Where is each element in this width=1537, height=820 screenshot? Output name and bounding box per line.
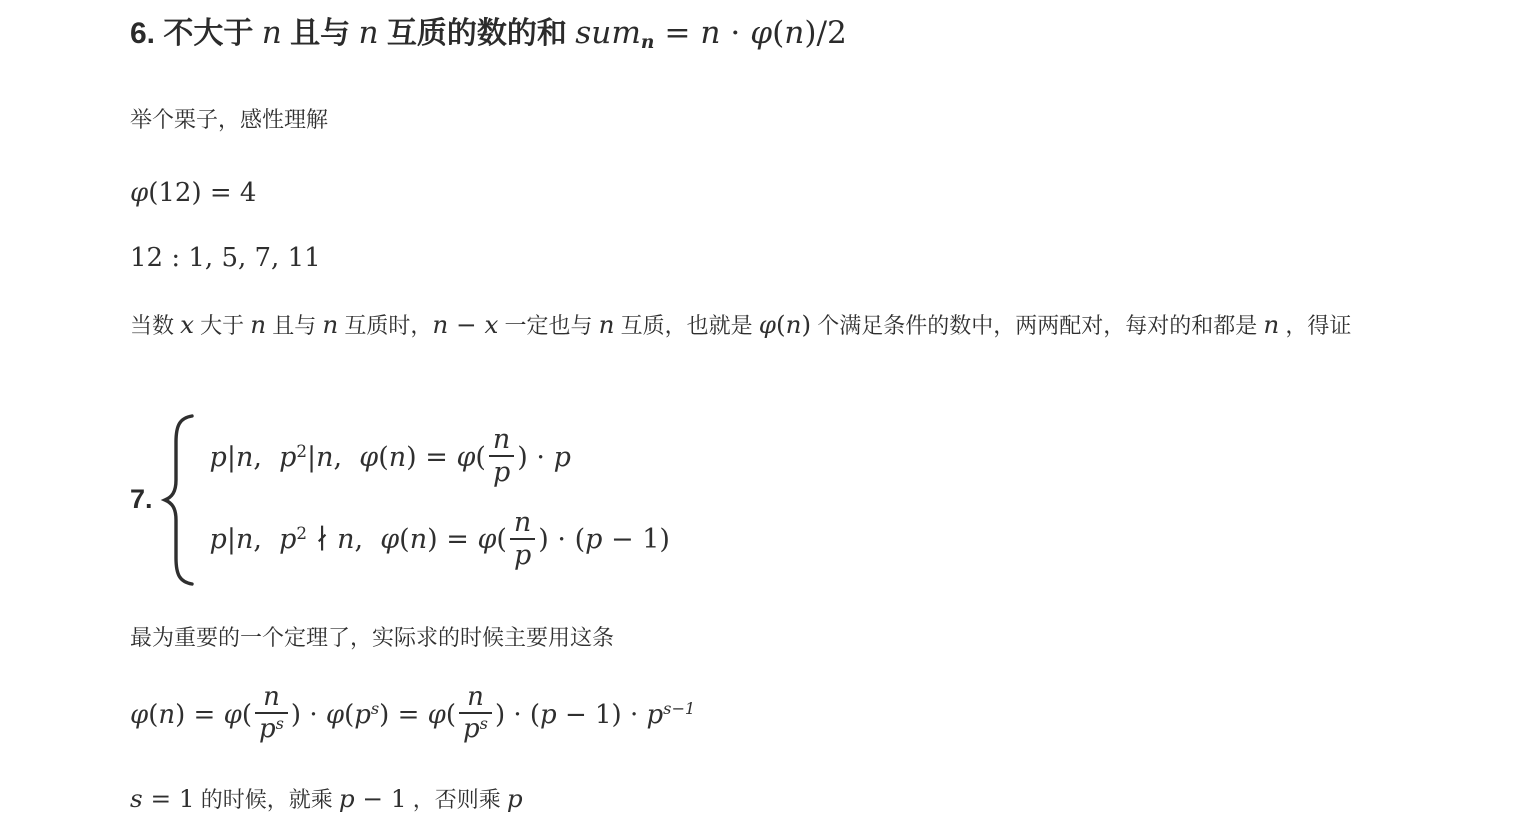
cases-row-p-squared-divides: p|n, $p^2|n$, φ(n) = φ( $\frac{n}{p}$ ) · p: [209, 424, 571, 489]
formula-factorization: φ(n) = φ( $\frac{n}{p^s}$ ) · $\varphi(p^s) = \varphi$( $\frac{n}{p^s}$ ) · $(p - 1) \cdot p^{s-1}$: [130, 681, 696, 745]
cases-rows: [209, 424, 670, 573]
formula-phi-12: φ(12) = 4: [130, 177, 257, 208]
section-6-heading: 6. 不大于 n 且与 n 互质的数的和 sumn = n · φ(n)/2: [130, 15, 847, 54]
formula-coprime-list: 12 : 1, 5, 7, 11: [130, 243, 321, 274]
theorem-note-text: 最为重要的一个定理了，实际求的时候主要用这条: [130, 624, 615, 650]
pairing-proof-paragraph: 当数 x 大于 n 且与 n 互质时，n − x 一定也与 n 互质，也就是 φ(n) 个满足条件的数中，两两配对，每对的和都是 n ，得证: [130, 309, 1352, 339]
section-7-cases-block: [130, 412, 1412, 588]
s-equals-one-paragraph: s = 1 的时候，就乘 p − 1 ，否则乘 p: [130, 784, 523, 814]
section-7-number: 7.: [130, 484, 153, 515]
cases-row-p-squared-not-divides: p|n, $p^2$ ∤ n, φ(n) = φ( $\frac{n}{p}$ ) · (p − 1): [209, 506, 670, 571]
left-curly-brace-icon: [162, 412, 198, 588]
example-intro-text: 举个栗子，感性理解: [130, 106, 329, 132]
